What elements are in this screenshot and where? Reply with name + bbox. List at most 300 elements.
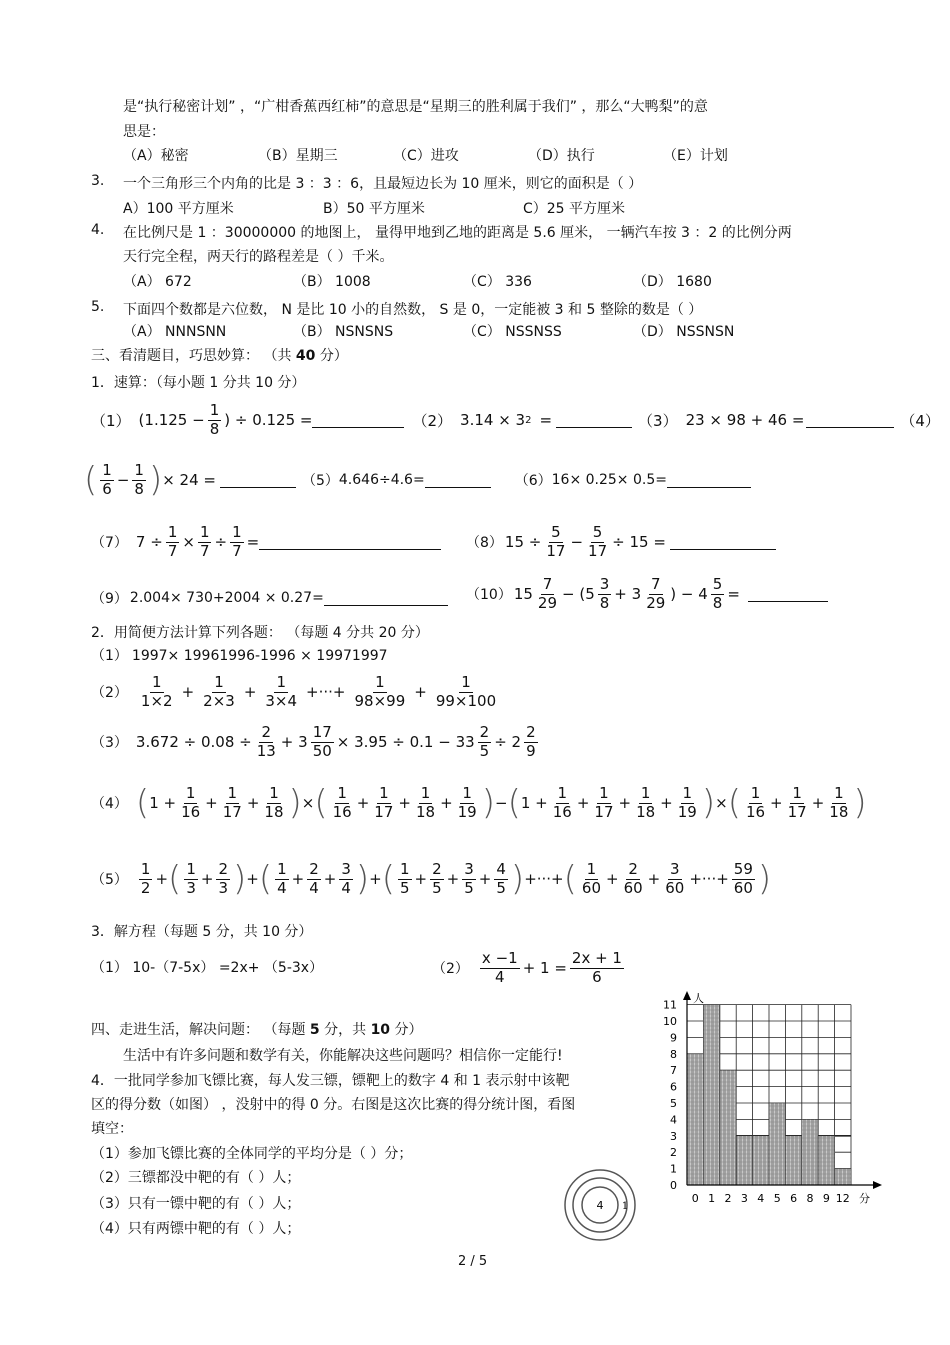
frac-1-18: [262, 785, 285, 821]
numerator: 3: [670, 860, 680, 879]
numerator: 3: [464, 860, 474, 879]
x-tick-label: 5: [773, 1192, 781, 1205]
simp-3: [91, 718, 541, 766]
section4-title-a: 四、走进生活，解决问题： （每题: [91, 1022, 310, 1038]
right-paren: ): [757, 859, 772, 899]
left-paren: (: [84, 460, 98, 500]
denominator: 5: [479, 741, 490, 760]
plus: +: [205, 794, 218, 812]
plus: +: [440, 794, 453, 812]
y-tick-label: 6: [670, 1080, 677, 1094]
frac-1-16: [179, 785, 202, 821]
q4-dart-line2: 区的得分数（如图） ，没射中的得 0 分。右图是这次比赛的得分统计图，看图: [91, 1097, 576, 1113]
plus: +: [446, 870, 460, 888]
numerator: 1: [185, 784, 196, 803]
plus: +: [243, 683, 257, 701]
plus: +: [811, 794, 825, 812]
target-inner-score: 4: [596, 1199, 604, 1212]
left-paren: (: [168, 859, 182, 899]
denominator: 7: [167, 541, 178, 560]
plus-dots: +···+: [524, 870, 564, 888]
frac-59-60: [732, 861, 755, 897]
calc-10-answer-blank[interactable]: [748, 587, 828, 602]
denominator: 60: [733, 878, 753, 897]
denominator: 9: [526, 741, 536, 760]
calc-9-expr: 2.004× 730+2004 × 0.27=: [129, 590, 324, 606]
denominator: 99×100: [435, 691, 497, 710]
right-paren: ): [701, 783, 716, 823]
q4-option-d: （D） 1680: [633, 274, 712, 290]
y-tick-label: 0: [670, 1179, 677, 1192]
calc-10-expr-c: + 3: [614, 585, 642, 603]
calc-10-label: （10）: [466, 587, 512, 603]
frac-1-17: [592, 785, 615, 821]
frac-1-19: [456, 785, 479, 821]
plus: +: [770, 794, 783, 812]
equation-1: （1） 10-（7-5x） =2x+ （5-3x）: [91, 960, 324, 976]
q2-option-e: （E）计划: [663, 148, 728, 164]
q5-option-b: （B） NSNSNS: [293, 324, 394, 340]
denominator: 17: [222, 802, 242, 821]
plus: +: [660, 794, 673, 812]
denominator: 16: [745, 802, 766, 821]
frac-1-2: [139, 861, 153, 897]
frac-1-18: [414, 785, 437, 821]
calc-8-label: （8）: [466, 535, 503, 551]
plus: +: [155, 870, 169, 888]
plus: +: [246, 870, 259, 888]
denominator: 4: [495, 967, 505, 986]
q2-option-b: （B）星期三: [258, 148, 338, 164]
q2-line2: 思是：: [123, 124, 165, 140]
frac-1-60: [580, 861, 603, 897]
numerator: 1: [209, 401, 220, 420]
denominator: 8: [134, 479, 144, 498]
x-tick-label: 9: [822, 1192, 830, 1205]
q5-text: 下面四个数都是六位数， N 是比 10 小的自然数， S 是 0，一定能被 3 和 5 整除的数是（ ）: [123, 302, 703, 318]
q5-option-a: （A） NNNSNN: [123, 324, 227, 340]
calc-2-exponent: 2: [525, 414, 532, 426]
denominator: 1×2: [140, 691, 173, 710]
right-paren: ): [510, 859, 525, 899]
plus: +: [647, 870, 661, 888]
denominator: 60: [581, 878, 601, 897]
equation-2: [432, 944, 627, 992]
bar-score-2: [720, 1070, 736, 1185]
simp-2-frac-1: [139, 674, 175, 710]
calc-7-fraction-a: [166, 524, 180, 560]
plus: +: [200, 870, 214, 888]
bar-score-6: [785, 1136, 801, 1185]
denominator: 13: [256, 741, 276, 760]
equation-2-frac-a: [480, 950, 520, 986]
plus: +: [246, 794, 260, 812]
section3-title-a: 三、看清题目，巧思妙算： （共: [91, 348, 296, 364]
denominator: 18: [636, 802, 656, 821]
calc-7-answer-blank[interactable]: [259, 535, 441, 550]
plus: +: [576, 794, 590, 812]
q4-text-line2: 天行完全程，两天行的路程差是（ ）千米。: [123, 249, 394, 265]
calc-row-4: [91, 574, 448, 622]
simp-1-label: （1）: [91, 648, 128, 664]
frac-1-3: [184, 861, 198, 897]
numerator: 1: [557, 784, 568, 803]
numerator: 1: [276, 673, 286, 692]
simp-5: [91, 854, 771, 904]
numerator: 1: [420, 784, 431, 803]
q4-dart-line1: 4．一批同学参加飞镖比赛，每人发三镖，镖靶上的数字 4 和 1 表示射中该靶: [91, 1073, 570, 1089]
denominator: 5: [496, 878, 506, 897]
calc-1-expr-a: (1.125 −: [138, 411, 205, 429]
calc-10-expr-a: 15: [513, 585, 533, 603]
calc-9-label: （9）: [91, 591, 128, 607]
calc-3-label: （3）: [638, 411, 678, 430]
numerator: 2: [628, 860, 638, 879]
numerator: 1: [151, 673, 162, 692]
part3-heading: 3．解方程（每题 5 分，共 10 分）: [91, 924, 313, 940]
x-tick-label: 6: [790, 1192, 798, 1205]
denominator: 29: [646, 593, 666, 612]
frac-3-60: [663, 861, 686, 897]
times: ×: [715, 794, 728, 812]
numerator: 5: [551, 523, 561, 542]
denominator: 19: [677, 802, 697, 821]
calc-8-expr-a: 15 ÷: [504, 533, 542, 551]
calc-1-expr-b: ) ÷ 0.125 =: [224, 411, 313, 429]
right-paren: ): [481, 783, 495, 823]
calc-3-answer-blank[interactable]: [806, 413, 894, 428]
numerator: 1: [186, 860, 196, 879]
plus: +: [356, 794, 370, 812]
simp-3-frac-a: [255, 724, 278, 760]
numerator: 2x + 1: [571, 949, 622, 968]
plus: +: [158, 794, 177, 812]
x-axis-arrow-icon: [873, 1181, 882, 1189]
numerator: 1: [462, 784, 472, 803]
target-outer-score: 1: [621, 1201, 629, 1212]
y-tick-label: 8: [670, 1047, 677, 1061]
y-tick-label: 5: [670, 1097, 677, 1110]
y-tick-label: 2: [670, 1146, 677, 1160]
x-tick-label: 12: [835, 1192, 850, 1205]
simp-3-expr-d: ÷ 2: [494, 733, 522, 751]
simp-3-expr-a: 3.672 ÷ 0.08 ÷: [135, 733, 252, 751]
denominator: 16: [552, 802, 572, 821]
calc-9-answer-blank[interactable]: [324, 591, 448, 606]
numerator: 1: [140, 860, 151, 879]
denominator: 17: [374, 802, 394, 821]
denominator: 16: [181, 802, 201, 821]
q4-option-a: （A） 672: [123, 274, 192, 290]
y-tick-label: 7: [670, 1064, 677, 1078]
calc-10-expr-b: − (5: [562, 585, 595, 603]
q2-option-c: （C）进攻: [393, 148, 459, 164]
simp-3-expr-c: × 3.95 ÷ 0.1 − 33: [336, 733, 475, 751]
calc-7-expr-b: ×: [182, 533, 195, 551]
section4-title-total: 10: [370, 1022, 391, 1038]
frac-1-16: [551, 785, 574, 821]
calc-row-2: [84, 456, 751, 504]
numerator: 1: [199, 523, 210, 542]
plus: +: [530, 794, 548, 812]
plus: +: [478, 870, 492, 888]
calc-row-1: [91, 398, 948, 442]
simp-3-frac-c: [478, 724, 492, 760]
minus: −: [495, 794, 508, 812]
calc-4-label: （4）: [900, 411, 940, 430]
denominator: 16: [332, 802, 352, 821]
right-paren: ): [232, 859, 247, 899]
calc-2-answer-blank[interactable]: [556, 413, 632, 428]
calc-10-expr-e: =: [727, 585, 740, 603]
frac-1-5: [398, 861, 412, 897]
denominator: 8: [209, 419, 220, 438]
numerator: 1: [375, 673, 385, 692]
part2-heading: 2．用简便方法计算下列各题： （每题 4 分共 20 分）: [91, 625, 429, 641]
simp-3-frac-b: [311, 724, 334, 760]
calc-2-expr-b: =: [539, 411, 553, 429]
simp-5-label: （5）: [91, 872, 128, 888]
frac-3-5: [462, 861, 476, 897]
q2-option-a: （A）秘密: [123, 148, 189, 164]
bar-score-8: [802, 1119, 818, 1185]
y-tick-label: 10: [663, 1015, 677, 1028]
numerator: 1: [379, 784, 389, 803]
one: 1: [149, 794, 159, 812]
denominator: 2×3: [203, 691, 235, 710]
denominator: 3×4: [265, 691, 298, 710]
numerator: 2: [261, 723, 272, 742]
y-tick-label: 9: [670, 1031, 677, 1045]
denominator: 8: [712, 593, 723, 612]
q3-option-c: C）25 平方厘米: [523, 201, 626, 217]
calc-4-expr-b: × 24 =: [162, 471, 216, 489]
x-tick-label: 3: [740, 1192, 748, 1205]
numerator: 17: [312, 723, 332, 742]
times: ×: [301, 794, 315, 812]
denominator: 2: [140, 878, 151, 897]
denominator: 5: [432, 878, 442, 897]
section4-title-e: 分）: [390, 1022, 423, 1038]
left-paren: (: [727, 783, 741, 823]
simp-2-label: （2）: [91, 685, 128, 701]
calc-3-expr: 23 × 98 + 46 =: [685, 411, 805, 429]
calc-8-expr-c: ÷ 15 =: [612, 533, 666, 551]
q4-sub-4: （4）只有两镖中靶的有（ ）人；: [91, 1221, 301, 1237]
q4-number: 4.: [91, 222, 105, 238]
denominator: 19: [457, 802, 477, 821]
calc-1-fraction: [208, 402, 222, 438]
numerator: 1: [214, 673, 224, 692]
q3-option-a: A）100 平方厘米: [123, 201, 234, 217]
x-tick-label: 8: [806, 1192, 814, 1205]
denominator: 8: [599, 593, 610, 612]
plus: +: [323, 870, 337, 888]
y-tick-label: 1: [670, 1162, 677, 1176]
calc-7-label: （7）: [91, 535, 128, 551]
x-tick-label: 4: [757, 1192, 765, 1205]
calc-7-fraction-c: [230, 524, 244, 560]
numerator: 1: [167, 523, 178, 542]
numerator: 3: [599, 575, 610, 594]
simp-2-frac-4: [353, 674, 408, 710]
frac-2-4: [307, 861, 321, 897]
simp-1: [91, 645, 388, 665]
section3-title-points: 40: [295, 348, 316, 364]
denominator: 18: [829, 802, 849, 821]
left-paren: (: [135, 783, 150, 823]
calc-10-fraction-a: [536, 576, 559, 612]
q4-option-c: （C） 336: [463, 274, 532, 290]
calc-8-answer-blank[interactable]: [670, 535, 776, 550]
plus: +: [414, 870, 428, 888]
frac-1-17: [372, 785, 395, 821]
numerator: 1: [682, 784, 693, 803]
bar-score-1: [703, 1005, 719, 1185]
calc-6-answer-blank[interactable]: [667, 473, 751, 488]
denominator: 5: [400, 878, 410, 897]
frac-1-17: [221, 785, 244, 821]
simp-3-expr-b: + 3: [280, 733, 308, 751]
simp-3-label: （3）: [91, 735, 128, 751]
section4-title-points: 5: [309, 1022, 320, 1038]
calc-10-expr-d: ) − 4: [670, 585, 708, 603]
numerator: 5: [712, 575, 723, 594]
numerator: 2: [479, 723, 490, 742]
y-axis-arrow-icon: [683, 991, 691, 1000]
x-axis-label: 分: [859, 1192, 870, 1205]
simp-2-frac-5: [434, 674, 498, 710]
denominator: 17: [594, 802, 614, 821]
numerator: x −1: [481, 949, 518, 968]
bar-score-0: [687, 1054, 703, 1185]
calc-7-expr-a: 7 ÷: [135, 533, 163, 551]
x-tick-label: 0: [691, 1192, 699, 1205]
bar-score-12: [835, 1169, 851, 1185]
x-tick-label: 2: [724, 1192, 732, 1205]
plus: +: [369, 870, 382, 888]
equation-2-expr: + 1 =: [522, 959, 567, 977]
plus: +: [398, 794, 411, 812]
q4-option-b: （B） 1008: [293, 274, 371, 290]
simp-2-frac-2: [201, 674, 237, 710]
x-tick-label: 1: [708, 1192, 716, 1205]
y-tick-label: 11: [663, 998, 677, 1012]
q2-line1: 是“执行秘密计划” ，“广柑香蕉西红柿”的意思是“星期三的胜利属于我们” ，那么“大鸭梨”的意: [123, 99, 708, 115]
frac-2-60: [622, 861, 645, 897]
numerator: 1: [102, 461, 112, 480]
section3-title: [91, 345, 348, 365]
simp-4-label: （4）: [91, 796, 128, 812]
numerator: 1: [232, 523, 242, 542]
denominator: 50: [312, 741, 332, 760]
q4-sub-2: （2）三镖都没中靶的有（ ）人；: [91, 1170, 301, 1186]
q4-text-line1: 在比例尺是 1 ：30000000 的地图上， 量得甲地到乙地的距离是 5.6 厘米， 一辆汽车按 3 ：2 的比例分两: [123, 225, 792, 241]
calc-1-answer-blank[interactable]: [312, 413, 404, 428]
calc-5-answer-blank[interactable]: [425, 473, 491, 488]
calc-6-label: （6）: [514, 473, 552, 489]
numerator: 2: [432, 860, 442, 879]
section4-intro: 生活中有许多问题和数学有关，你能解决这些问题吗？相信你一定能行!: [123, 1048, 563, 1064]
simp-2: [91, 668, 501, 716]
y-tick-label: 4: [670, 1113, 677, 1127]
numerator: 1: [277, 860, 287, 879]
y-axis-label: 人: [693, 992, 704, 1005]
calc-8-fraction-a: [544, 524, 567, 560]
simp-1-expr: 1997× 19961996-1996 × 19971997: [131, 648, 388, 664]
denominator: 4: [309, 878, 319, 897]
right-paren: ): [148, 460, 163, 500]
q3-number: 3.: [91, 173, 105, 189]
calc-5-expr: 4.646÷4.6=: [338, 472, 425, 488]
numerator: 1: [337, 784, 347, 803]
plus: +: [291, 870, 305, 888]
frac-1-16: [744, 785, 767, 821]
plus: +: [618, 794, 632, 812]
q3-text: 一个三角形三个内角的比是 3 ：3 ：6，且最短边长为 10 厘米，则它的面积是（ ）: [123, 176, 643, 192]
plus-dots: +···+: [306, 683, 346, 701]
denominator: 5: [464, 878, 474, 897]
calc-4-fraction-a: [100, 462, 114, 498]
q4-sub-3: （3）只有一镖中靶的有（ ）人；: [91, 1196, 301, 1212]
frac-3-4: [339, 861, 353, 897]
frac-1-16: [331, 785, 354, 821]
numerator: 3: [341, 860, 351, 879]
plus-dots: +···+: [689, 870, 729, 888]
calc-7-expr-d: =: [246, 533, 260, 551]
y-tick-label: 3: [670, 1129, 677, 1143]
part1-heading: 1．速算：（每小题 1 分共 10 分）: [91, 375, 306, 391]
numerator: 1: [599, 784, 609, 803]
numerator: 1: [461, 673, 471, 692]
numerator: 5: [592, 523, 603, 542]
numerator: 4: [496, 860, 506, 879]
calc-2-label: （2）: [412, 411, 453, 430]
left-paren: (: [507, 783, 521, 823]
right-paren: ): [853, 783, 867, 823]
q3-option-b: B）50 平方厘米: [323, 201, 425, 217]
frac-1-18: [634, 785, 657, 821]
calc-10-fraction-b: [598, 576, 612, 612]
q4-sub-1: （1）参加飞镖比赛的全体同学的平均分是（ ）分；: [91, 1146, 413, 1162]
denominator: 17: [588, 541, 608, 560]
calc-6-expr: 16× 0.25× 0.5=: [551, 472, 667, 488]
left-paren: (: [381, 859, 395, 899]
frac-1-17: [786, 785, 809, 821]
section3-title-c: 分）: [315, 348, 348, 364]
q5-option-d: （D） NSSNSN: [633, 324, 735, 340]
numerator: 1: [640, 784, 651, 803]
calc-7-fraction-b: [198, 524, 212, 560]
calc-4-fraction-b: [132, 462, 146, 498]
calc-4-answer-blank[interactable]: [220, 473, 296, 488]
bar-score-5: [769, 1103, 785, 1185]
q2-option-d: （D）执行: [528, 148, 595, 164]
calc-row-4b: [466, 570, 828, 618]
section4-title: [91, 1019, 423, 1039]
denominator: 18: [415, 802, 436, 821]
page-number: 2 / 5: [458, 1254, 488, 1269]
denominator: 6: [592, 967, 602, 986]
bar-score-3: [736, 1136, 752, 1185]
numerator: 59: [733, 860, 753, 879]
simp-3-frac-d: [524, 724, 538, 760]
denominator: 18: [264, 802, 284, 821]
numerator: 1: [269, 784, 279, 803]
right-paren: ): [288, 783, 302, 823]
equation-2-frac-b: [570, 950, 624, 986]
frac-2-5: [430, 861, 444, 897]
